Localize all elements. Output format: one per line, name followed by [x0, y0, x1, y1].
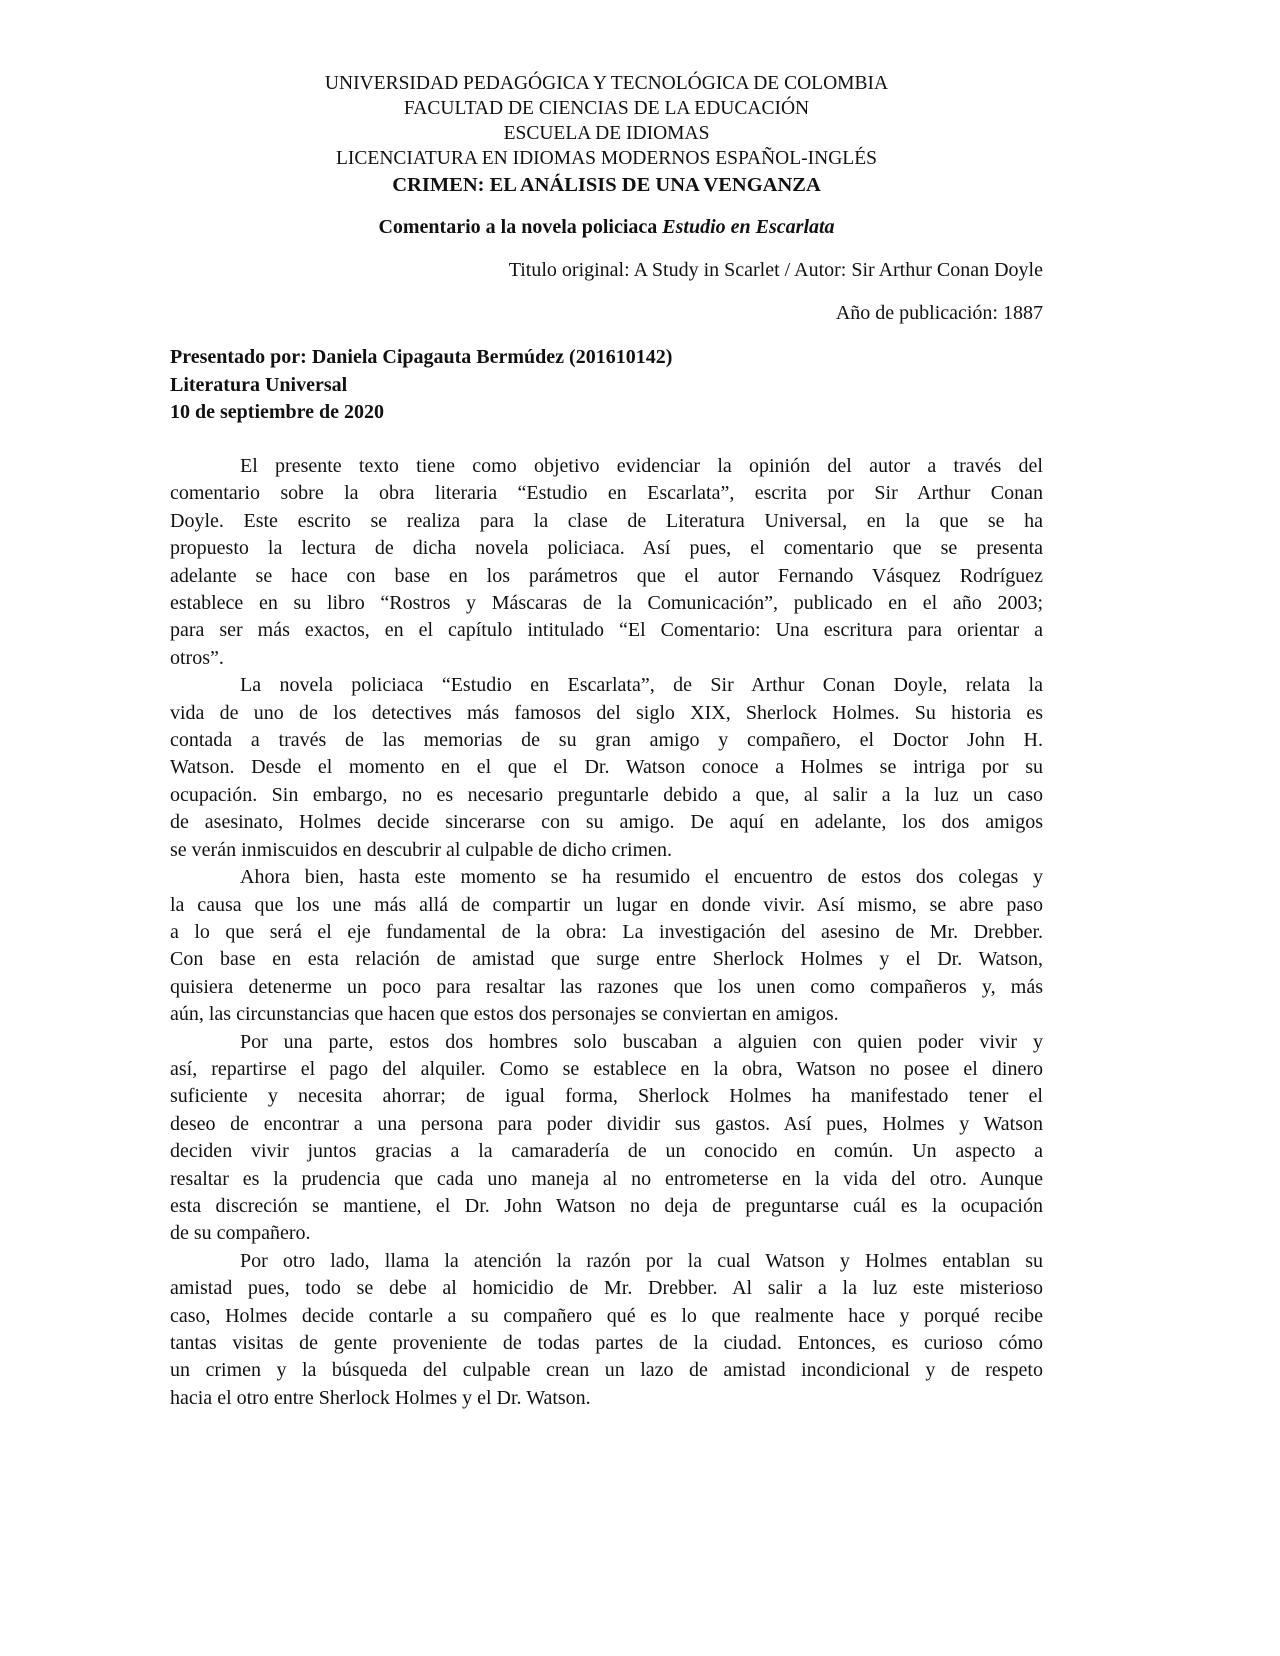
paragraph-line: comentario sobre la obra literaria “Estudio en Escarlata”, escrita por Sir Arthur Conan	[170, 482, 1043, 505]
paragraph-line: La novela policiaca “Estudio en Escarlata”, de Sir Arthur Conan Doyle, relata la	[240, 674, 1043, 697]
paragraph-line: tantas visitas de gente proveniente de todas partes de la ciudad. Entonces, es curioso cómo	[170, 1332, 1043, 1354]
paragraph-line: de su compañero.	[170, 1222, 311, 1245]
paragraph	[170, 1248, 1043, 1412]
paragraph-line: esta discreción se mantiene, el Dr. John Watson no deja de preguntarse cuál es la ocupación	[170, 1194, 1043, 1217]
publication-year-line: Año de publicación: 1887	[835, 302, 1043, 324]
paragraph-line: Ahora bien, hasta este momento se ha resumido el encuentro de estos dos colegas y	[240, 866, 1043, 889]
paragraph-line: deciden vivir juntos gracias a la camaradería de un conocido en común. Un aspecto a	[170, 1140, 1043, 1163]
subtitle-book-title: Estudio en Escarlata	[662, 216, 835, 238]
program-name: LICENCIATURA EN IDIOMAS MODERNOS ESPAÑOL-INGLÉS	[336, 148, 877, 169]
paragraph-line: ocupación. Sin embargo, no es necesario preguntarle debido a que, al salir a la luz un caso	[170, 783, 1043, 806]
paragraph	[170, 672, 1043, 864]
paragraph-line: deseo de encontrar a una persona para poder dividir sus gastos. Así pues, Holmes y Watson	[170, 1112, 1043, 1135]
paragraph-line: para ser más exactos, en el capítulo intitulado “El Comentario: Una escritura para orientar a	[170, 619, 1043, 642]
paragraph-line: se verán inmiscuidos en descubrir al culpable de dicho crimen.	[170, 838, 673, 861]
paragraph	[170, 453, 1043, 672]
paragraph-line: así, repartirse el pago del alquiler. Como se establece en la obra, Watson no posee el dinero	[170, 1057, 1043, 1080]
paragraph-line: adelante se hace con base en los parámetros que el autor Fernando Vásquez Rodríguez	[170, 564, 1043, 587]
paragraph-line: Por una parte, estos dos hombres solo buscaban a alguien con quien poder vivir y	[240, 1030, 1043, 1053]
paragraph-line: propuesto la lectura de dicha novela policiaca. Así pues, el comentario que se presenta	[170, 537, 1043, 560]
paragraph-line: caso, Holmes decide contarle a su compañero qué es lo que realmente hace y porqué recibe	[170, 1304, 1043, 1327]
document-body	[170, 453, 1043, 1412]
paragraph-line: Por otro lado, llama la atención la razón por la cual Watson y Holmes entablan su	[240, 1249, 1043, 1272]
paragraph-line: resaltar es la prudencia que cada uno maneja al no entrometerse en la vida del otro. Aunque	[170, 1167, 1043, 1190]
paragraph-line: quisiera detenerme un poco para resaltar las razones que los unen como compañeros y, más	[170, 975, 1043, 998]
paragraph-line: de asesinato, Holmes decide sincerarse con su amigo. De aquí en adelante, los dos amigos	[170, 811, 1043, 834]
paragraph-line: un crimen y la búsqueda del culpable crean un lazo de amistad incondicional y de respeto	[170, 1359, 1043, 1382]
subtitle-prefix: Comentario a la novela policiaca	[378, 216, 663, 238]
paragraph-line: suficiente y necesita ahorrar; de igual forma, Sherlock Holmes ha manifestado tener el	[170, 1085, 1043, 1108]
paragraph-line: Con base en esta relación de amistad que surge entre Sherlock Holmes y el Dr. Watson,	[170, 948, 1043, 971]
paragraph-line: amistad pues, todo se debe al homicidio de Mr. Drebber. Al salir a la luz este misterioso	[170, 1277, 1043, 1300]
paragraph-line: Doyle. Este escrito se realiza para la clase de Literatura Universal, en la que se ha	[170, 509, 1043, 532]
university-name: UNIVERSIDAD PEDAGÓGICA Y TECNOLÓGICA DE COLOMBIA	[324, 73, 889, 94]
paragraph-line: vida de uno de los detectives más famosos del siglo XIX, Sherlock Holmes. Su historia es	[170, 701, 1043, 724]
paragraph-line: establece en su libro “Rostros y Máscaras de la Comunicación”, publicado en el año 2003;	[170, 592, 1043, 615]
school-name: ESCUELA DE IDIOMAS	[503, 123, 710, 144]
author-info	[170, 344, 672, 427]
paragraph-line: Watson. Desde el momento en el que el Dr. Watson conoce a Holmes se intriga por su	[170, 756, 1043, 779]
paragraph-line: aún, las circunstancias que hacen que estos dos personajes se conviertan en amigos.	[170, 1003, 839, 1026]
course-name: Literatura Universal	[170, 373, 348, 396]
paragraph	[170, 864, 1043, 1028]
document-title: CRIMEN: EL ANÁLISIS DE UNA VENGANZA	[392, 174, 821, 196]
paragraph-line: El presente texto tiene como objetivo evidenciar la opinión del autor a través del	[240, 455, 1043, 477]
original-title-line: Titulo original: A Study in Scarlet / Autor: Sir Arthur Conan Doyle	[508, 259, 1043, 281]
paragraph-line: a lo que será el eje fundamental de la obra: La investigación del asesino de Mr. Drebber.	[170, 920, 1043, 943]
paragraph	[170, 1029, 1043, 1248]
document-subtitle	[0, 215, 1213, 240]
faculty-name: FACULTAD DE CIENCIAS DE LA EDUCACIÓN	[403, 98, 810, 119]
presented-by: Presentado por: Daniela Cipagauta Bermúdez (201610142)	[170, 346, 673, 368]
paragraph-line: otros”.	[170, 646, 224, 669]
paragraph-line: contada a través de las memorias de su gran amigo y compañero, el Doctor John H.	[170, 729, 1043, 752]
paragraph-line: hacia el otro entre Sherlock Holmes y el Dr. Watson.	[170, 1386, 591, 1409]
paragraph-line: la causa que los une más allá de compartir un lugar en donde vivir. Así mismo, se abre paso	[170, 893, 1043, 916]
document-date: 10 de septiembre de 2020	[170, 401, 385, 423]
